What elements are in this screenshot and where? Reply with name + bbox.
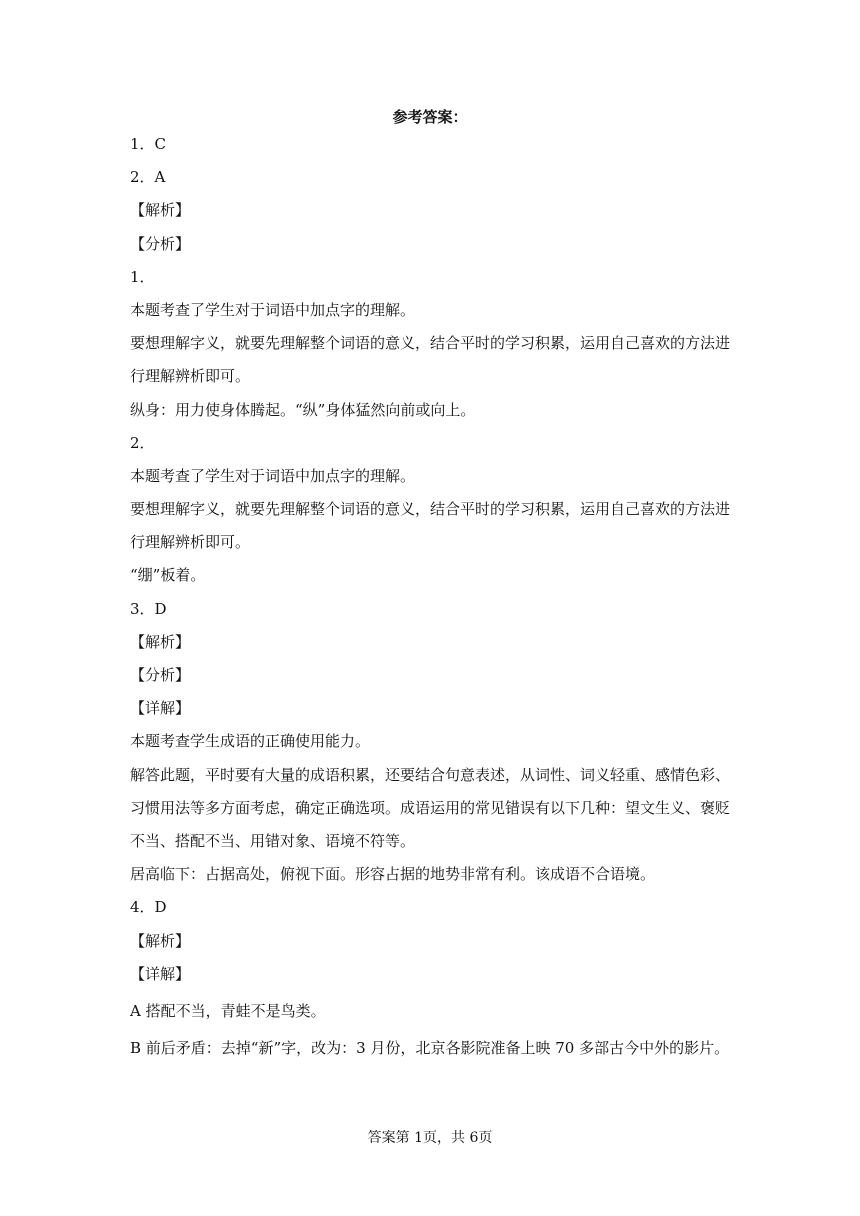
text-line: 纵身：用力使身体腾起。“纵”身体猛然向前或向上。 <box>130 400 476 419</box>
text-line: 2．A <box>130 168 166 187</box>
text-line: 本题考查学生成语的正确使用能力。 <box>130 732 371 751</box>
text-line: 要想理解字义，就要先理解整个词语的意义，结合平时的学习积累，运用自己喜欢的方法进 <box>130 334 731 353</box>
text-line: 【解析】 <box>130 931 191 950</box>
text-line: 【详解】 <box>130 699 191 718</box>
text-line: “绷”板着。 <box>130 566 206 585</box>
page-title: 参考答案： <box>392 108 468 126</box>
text-line: 【解析】 <box>130 632 191 651</box>
text-line: 解答此题，平时要有大量的成语积累，还要结合句意表述，从词性、词义轻重、感情色彩、 <box>130 765 731 784</box>
answer-content <box>130 128 730 1065</box>
text-line: 【分析】 <box>130 666 191 684</box>
text-line: 【分析】 <box>130 234 191 253</box>
text-line: 1． <box>130 267 155 286</box>
text-line: 【详解】 <box>130 964 191 983</box>
text-line: 4．D <box>130 898 167 917</box>
text-line: A 搭配不当，青蛙不是鸟类。 <box>130 1001 326 1020</box>
text-line: 本题考查了学生对于词语中加点字的理解。 <box>130 300 416 319</box>
text-line: 行理解辨析即可。 <box>130 367 251 386</box>
text-line: 居高临下：占据高处，俯视下面。形容占据的地势非常有利。该成语不合语境。 <box>130 865 656 884</box>
text-line: 行理解辨析即可。 <box>130 533 251 552</box>
text-line: 【解析】 <box>130 201 191 220</box>
text-line: 2． <box>130 433 155 452</box>
text-line: 本题考查了学生对于词语中加点字的理解。 <box>130 466 416 485</box>
text-line: 不当、搭配不当、用错对象、语境不符等。 <box>130 831 416 850</box>
text-line: 习惯用法等多方面考虑，确定正确选项。成语运用的常见错误有以下几种：望文生义、褒贬 <box>130 798 731 817</box>
text-line: 1．C <box>130 135 167 153</box>
page-footer: 答案第 1页，共 6页 <box>367 1130 493 1146</box>
text-line: 要想理解字义，就要先理解整个词语的意义，结合平时的学习积累，运用自己喜欢的方法进 <box>130 500 731 519</box>
text-line: B 前后矛盾：去掉“新”字，改为：3 月份，北京各影院准备上映 70 多部古今中外的影片。 <box>130 1039 730 1058</box>
text-line: 3．D <box>130 599 167 618</box>
